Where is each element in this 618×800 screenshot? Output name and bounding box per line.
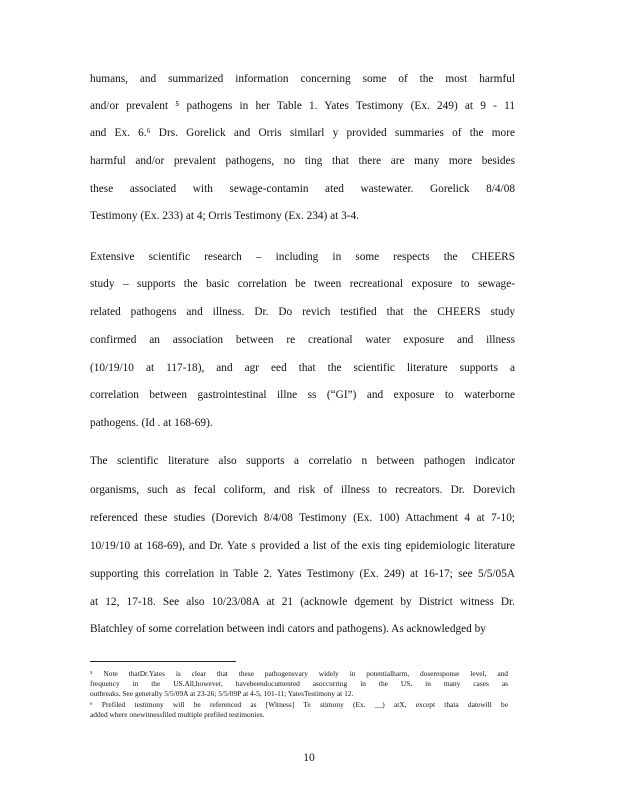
- text-line: pathogens. (Id . at 168-69).: [90, 417, 213, 429]
- text-line: organisms, such as fecal coliform, and risk of illness to recreators. Dr. Dorevich: [90, 484, 515, 496]
- text-line: confirmed an association between re creational water exposure and illness: [90, 334, 515, 346]
- footnote-line: frequency in the US.All,however, havebeendocumented asoccurring in the US, in many cases as: [90, 679, 508, 688]
- text-line: humans, and summarized information concerning some of the most harmful: [90, 73, 515, 85]
- footnote-line: ⁶ Prefiled testimony will be referenced as [Witness] Te stimony (Ex. __) atX, except thata datewill be: [90, 700, 508, 709]
- text-line: 10/19/10 at 168-69), and Dr. Yate s provided a list of the exis ting epidemiologic literature: [90, 540, 515, 552]
- text-line: and Ex. 6.⁶ Drs. Gorelick and Orris similarl y provided summaries of the more: [90, 127, 515, 139]
- text-line: correlation between gastrointestinal illne ss (“GI”) and exposure to waterborne: [90, 389, 515, 401]
- text-line: (10/19/10 at 117-18), and agr eed that the scientific literature supports a: [90, 362, 515, 374]
- text-line: supporting this correlation in Table 2. Yates Testimony (Ex. 249) at 16-17; see 5/5/05A: [90, 568, 515, 580]
- footnote-line: outbreaks. See generally 5/5/09A at 23-26; 5/5/09P at 4-5, 101-11; YatesTestimony at 12.: [90, 689, 354, 698]
- text-line: Extensive scientific research – including in some respects the CHEERS: [90, 251, 515, 263]
- page-number: 10: [303, 752, 315, 764]
- footnote-line: ⁵ Note thatDr.Yates is clear that these pathogensvary widely in potentialharm, doseresponse level, and: [90, 669, 508, 678]
- text-line: and/or prevalent ⁵ pathogens in her Table 1. Yates Testimony (Ex. 249) at 9 - 11: [90, 100, 515, 112]
- text-line: at 12, 17-18. See also 10/23/08A at 21 (acknowle dgement by District witness Dr.: [90, 596, 515, 608]
- text-line: harmful and/or prevalent pathogens, no ting that there are many more besides: [90, 155, 515, 167]
- text-line: The scientific literature also supports a correlatio n between pathogen indicator: [90, 455, 515, 467]
- footnote-divider: [90, 661, 236, 662]
- text-line: Testimony (Ex. 233) at 4; Orris Testimony (Ex. 234) at 3-4.: [90, 210, 359, 222]
- text-line: study – supports the basic correlation be tween recreational exposure to sewage-: [90, 278, 515, 290]
- text-line: these associated with sewage-contamin ated wastewater. Gorelick 8/4/08: [90, 183, 515, 195]
- text-line: Blatchley of some correlation between indi cators and pathogens). As acknowledged by: [90, 623, 486, 635]
- text-line: referenced these studies (Dorevich 8/4/08 Testimony (Ex. 100) Attachment 4 at 7-10;: [90, 512, 515, 524]
- text-line: related pathogens and illness. Dr. Do revich testified that the CHEERS study: [90, 306, 515, 318]
- footnote-line: added where onewitnessfiled multiple prefiled testimonies.: [90, 710, 265, 719]
